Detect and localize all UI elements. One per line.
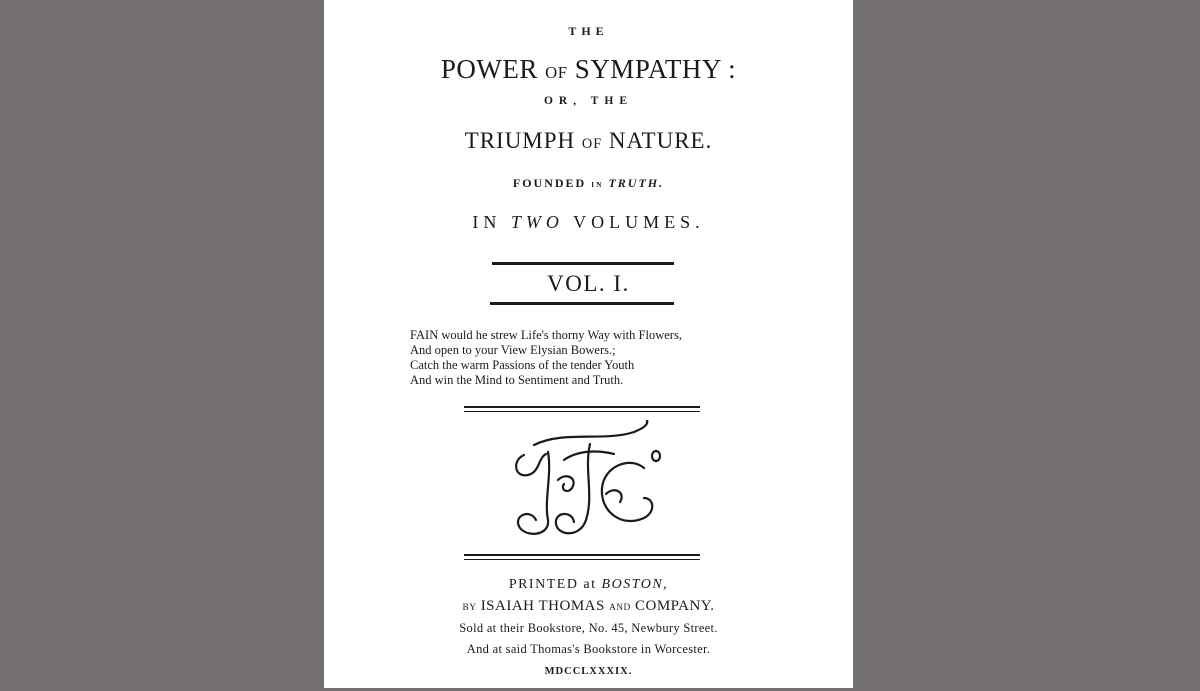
epigraph-line: And open to your View Elysian Bowers.; (410, 343, 616, 357)
title-word-of: OF (545, 63, 568, 82)
monogram-icon (494, 420, 674, 545)
epigraph-line: Catch the warm Passions of the tender Youth (410, 358, 635, 372)
publisher-and-word: AND (609, 603, 631, 613)
publisher-line (324, 599, 853, 614)
or-the-line: OR, THE (543, 95, 634, 107)
title-page (324, 0, 853, 688)
publisher-name: ISAIAH THOMAS (480, 598, 605, 614)
bookstore-boston-line: Sold at their Bookstore, No. 45, Newbury Street. (459, 621, 718, 635)
printed-city: BOSTON, (601, 577, 669, 592)
epigraph-line: FAIN would he strew Life's thorny Way with Flowers, (410, 328, 682, 342)
publisher-by-word: BY (462, 603, 477, 613)
epigraph-line: And win the Mind to Sentiment and Truth. (410, 373, 624, 387)
subtitle-word-triumph: TRIUMPH (464, 128, 576, 153)
truth-word: TRUTH. (608, 176, 665, 190)
founded-in-word: IN (591, 180, 604, 189)
double-rule-above-monogram (464, 406, 700, 412)
epigraph (410, 328, 830, 388)
two-volumes-line (324, 213, 853, 231)
title-word-power: POWER (440, 54, 538, 84)
bookstore-worcester-line: And at said Thomas's Bookstore in Worcester. (466, 642, 711, 656)
founded-in-truth-line (324, 177, 853, 189)
volumes-two-word: TWO (510, 212, 564, 232)
book-title (324, 56, 853, 83)
rule-below-volume (490, 302, 674, 305)
book-subtitle (324, 129, 853, 152)
publication-year: MDCCLXXXIX. (544, 666, 633, 677)
rule-above-volume (492, 262, 674, 265)
subtitle-word-of: OF (581, 136, 603, 152)
volumes-word: VOLUMES. (573, 212, 705, 232)
founded-word: FOUNDED (512, 176, 587, 190)
publisher-company: COMPANY. (635, 598, 715, 614)
double-rule-below-monogram (464, 554, 700, 560)
printed-at-word: PRINTED at (508, 577, 597, 592)
volumes-in-word: IN (472, 212, 502, 232)
subtitle-word-nature: NATURE. (608, 128, 713, 153)
printed-at-line (324, 578, 853, 592)
title-word-sympathy: SYMPATHY : (574, 54, 737, 84)
volume-number: VOL. I. (547, 271, 630, 296)
heading-the: THE (568, 24, 609, 38)
